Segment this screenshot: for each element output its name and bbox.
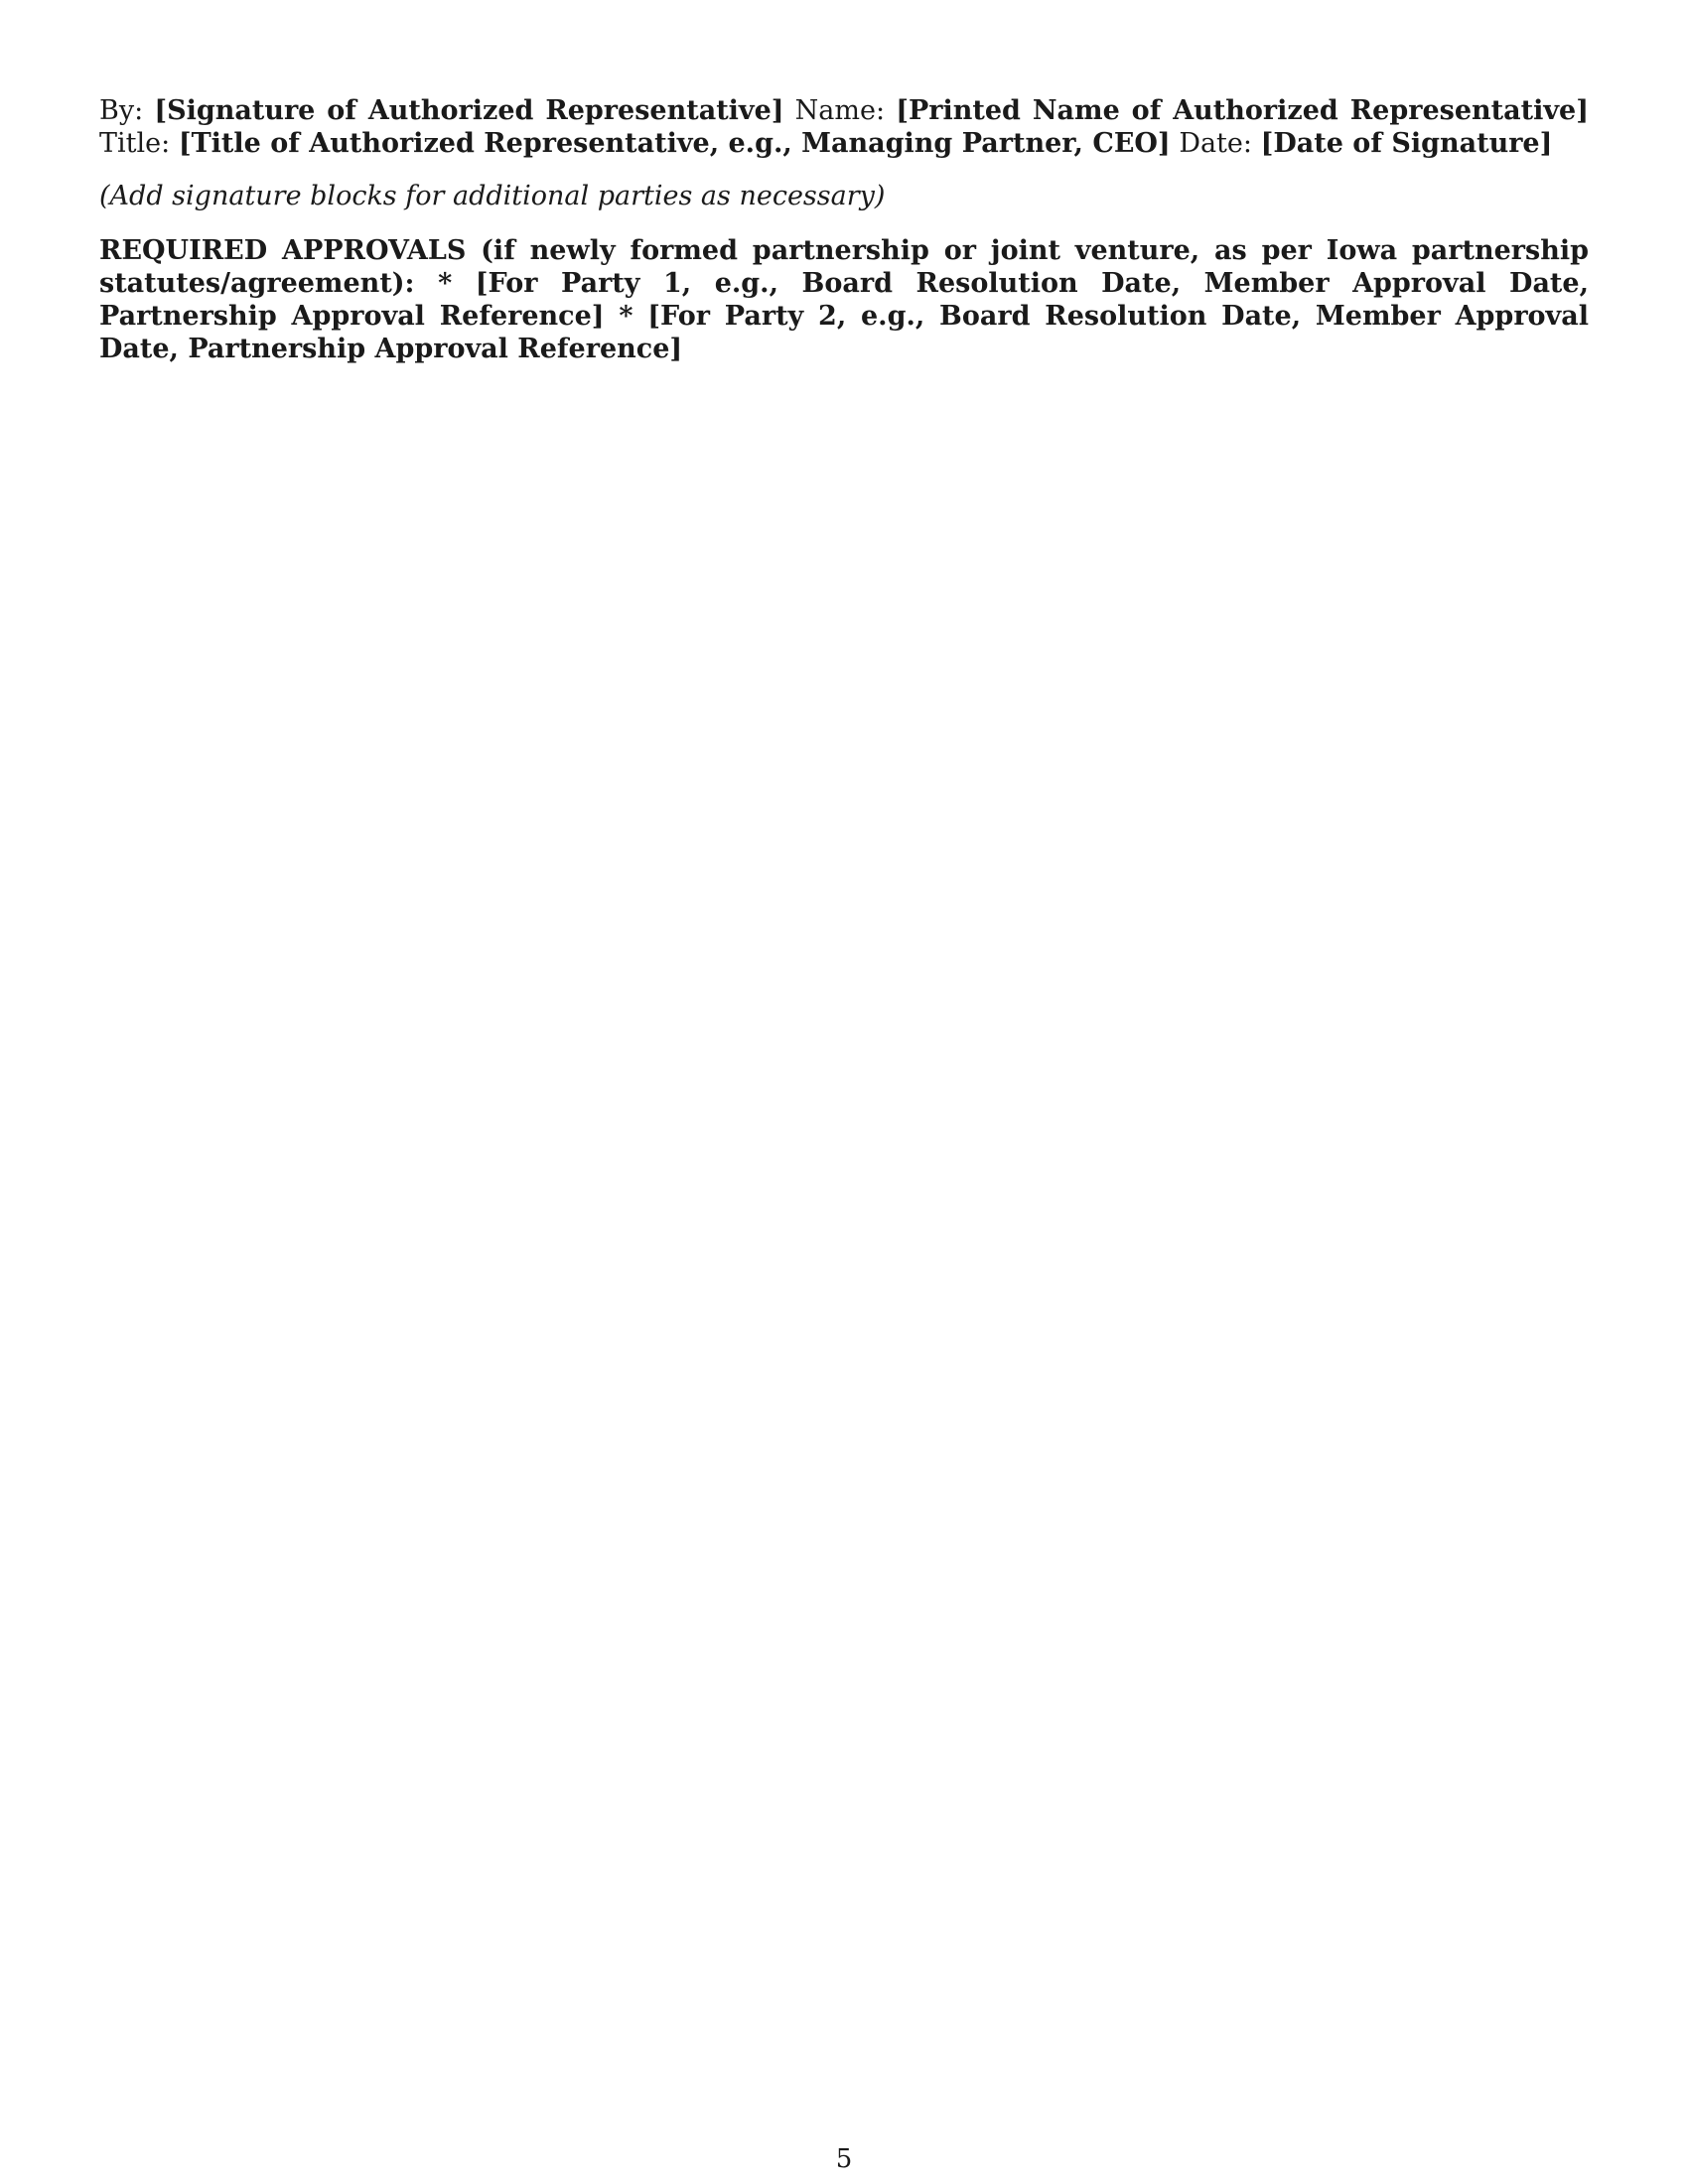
name-label: Name: xyxy=(794,95,886,126)
signature-block xyxy=(99,94,1589,160)
required-approvals xyxy=(99,234,1589,365)
title-label: Title: xyxy=(99,128,171,159)
date-value: [Date of Signature] xyxy=(1260,128,1553,159)
approval-item-party-2: * [For Party 2, e.g., Board Resolution Date, Member Approval Date, Partnership Approval Reference] xyxy=(99,301,1589,364)
by-value: [Signature of Authorized Representative] xyxy=(154,95,784,126)
date-label: Date: xyxy=(1179,128,1252,159)
by-label: By: xyxy=(99,95,144,126)
additional-parties-note: (Add signature blocks for additional parties as necessary) xyxy=(99,181,886,211)
document-page xyxy=(99,94,1589,385)
page-number: 5 xyxy=(835,2144,853,2174)
approval-item-party-1: * [For Party 1, e.g., Board Resolution Date, Member Approval Date, Partnership Approval Reference] xyxy=(99,268,1589,332)
title-value: [Title of Authorized Representative, e.g., Managing Partner, CEO] xyxy=(178,128,1171,159)
approvals-heading: REQUIRED APPROVALS (if newly formed partnership or joint venture, as per Iowa partnership statutes/agreement): xyxy=(99,235,1589,299)
name-value: [Printed Name of Authorized Representative] xyxy=(896,95,1589,126)
